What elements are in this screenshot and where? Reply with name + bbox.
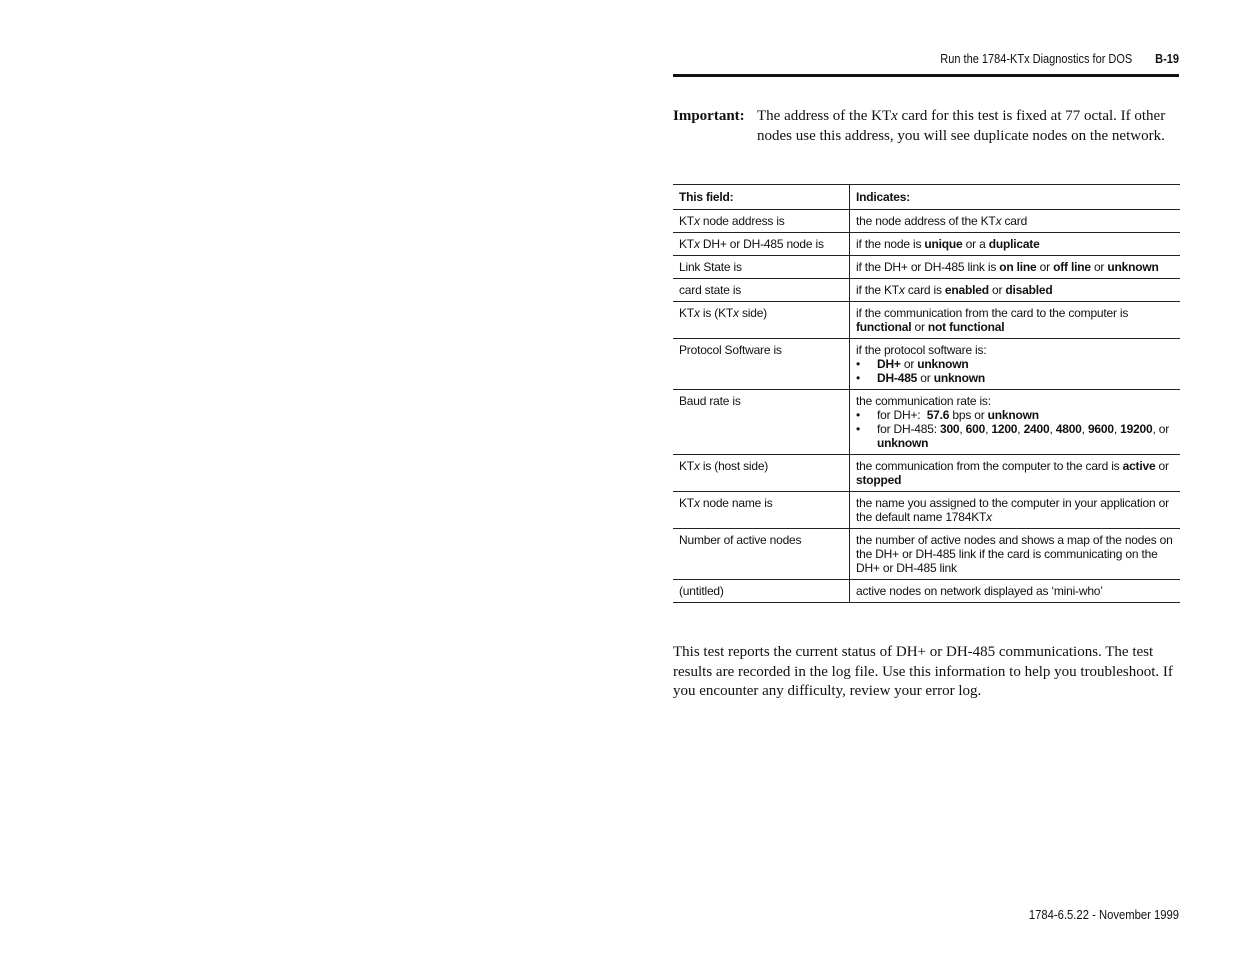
field-cell: Number of active nodes (673, 529, 850, 580)
indicates-cell: if the node is unique or a duplicate (850, 233, 1181, 256)
field-cell: KTx node name is (673, 492, 850, 529)
page-number: B-19 (1155, 52, 1179, 66)
field-table (673, 184, 1180, 603)
table-row (673, 390, 1180, 455)
publication-footer: 1784-6.5.22 - November 1999 (1028, 908, 1179, 922)
important-label: Important: (673, 108, 745, 124)
indicates-cell: if the communication from the card to the computer is functional or not functional (850, 302, 1181, 339)
indicates-cell: the number of active nodes and shows a map of the nodes on the DH+ or DH-485 link if the card is communicating on the DH+ or DH-485 link (850, 529, 1181, 580)
list-item: • DH-485 or unknown (856, 371, 985, 385)
indicates-cell: the node address of the KTx card (850, 210, 1181, 233)
field-cell: Link State is (673, 256, 850, 279)
field-cell: Baud rate is (673, 390, 850, 455)
running-header (734, 52, 1179, 70)
field-cell: KTx DH+ or DH-485 node is (673, 233, 850, 256)
list-item: • for DH-485: 300, 600, 1200, 2400, 4800, 9600, 19200, or unknown (856, 422, 1170, 450)
list-item: • DH+ or unknown (856, 357, 969, 371)
list-item: • for DH+: 57.6 bps or unknown (856, 408, 1039, 422)
table-header-row (673, 185, 1180, 210)
important-note (673, 107, 1179, 146)
column-header-field: This field: (673, 185, 850, 210)
table-row (673, 529, 1180, 580)
field-cell: card state is (673, 279, 850, 302)
indicates-cell: the communication from the computer to the card is active or stopped (850, 455, 1181, 492)
table-row (673, 339, 1180, 390)
indicates-cell: if the protocol software is: • DH+ or unknown • DH-485 or unknown (850, 339, 1181, 390)
indicates-cell: if the KTx card is enabled or disabled (850, 279, 1181, 302)
running-title: Run the 1784-KTx Diagnostics for DOS (940, 52, 1133, 66)
table-row (673, 455, 1180, 492)
field-cell: KTx is (host side) (673, 455, 850, 492)
indicates-cell: the name you assigned to the computer in your application or the default name 1784KTx (850, 492, 1181, 529)
table-row (673, 492, 1180, 529)
table-row (673, 302, 1180, 339)
field-cell: Protocol Software is (673, 339, 850, 390)
indicates-cell: the communication rate is: • for DH+: 57.6 bps or unknown • for DH-485: 300, 600, 1200, 2400, 4800, 9600, 19200, or unknown (850, 390, 1181, 455)
table-row (673, 580, 1180, 603)
column-header-indicates: Indicates: (850, 185, 1181, 210)
field-cell: KTx node address is (673, 210, 850, 233)
table-row (673, 233, 1180, 256)
header-rule (673, 74, 1179, 77)
indicates-cell: active nodes on network displayed as ‘mini-who’ (850, 580, 1181, 603)
table-row (673, 256, 1180, 279)
closing-paragraph: This test reports the current status of DH+ or DH-485 communications. The test results are recorded in the log file. Use this information to help you troubleshoot. If you encounter any difficulty, review your error log. (673, 644, 1173, 699)
important-text: The address of the KTx card for this test is fixed at 77 octal. If other nodes use this address, you will see duplicate nodes on the network. (757, 108, 1166, 144)
indicates-cell: if the DH+ or DH-485 link is on line or off line or unknown (850, 256, 1181, 279)
field-cell: (untitled) (673, 580, 850, 603)
table-row (673, 210, 1180, 233)
field-cell: KTx is (KTx side) (673, 302, 850, 339)
table-row (673, 279, 1180, 302)
